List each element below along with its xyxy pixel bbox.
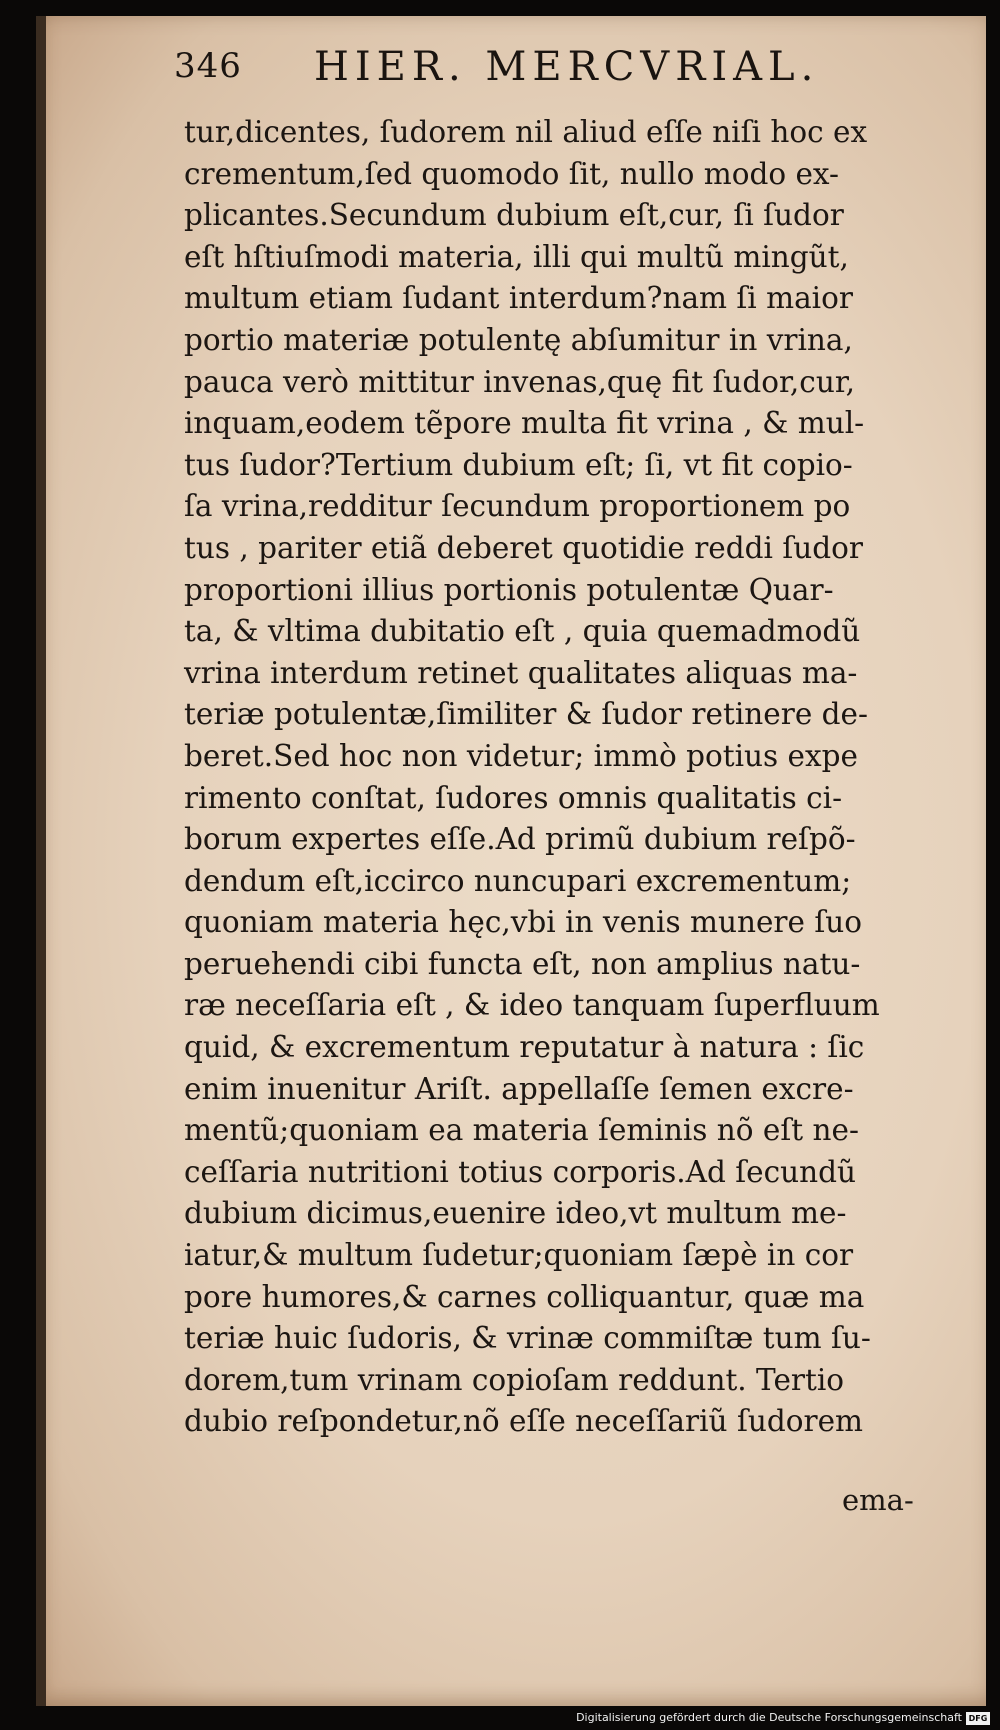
text-line: vrina interdum retinet qualitates aliquas ma- xyxy=(184,655,858,690)
text-line: beret.Sed hoc non videtur; immò potius expe xyxy=(184,738,858,773)
text-line: pauca verò mittitur invenas,quę fit ſudor,cur, xyxy=(184,364,856,399)
text-line: tus , pariter etiã deberet quotidie reddi ſudor xyxy=(184,530,864,565)
text-line: teriæ huic ſudoris, & vrinæ commiſtæ tum ſu- xyxy=(184,1321,871,1356)
text-line: crementum,ſed quomodo ſit, nullo modo ex- xyxy=(184,156,840,191)
dfg-logo-icon: DFG xyxy=(966,1712,990,1725)
catchword: ema- xyxy=(842,1483,914,1517)
text-line: dubio reſpondetur,nõ eſſe neceſſariũ ſudorem xyxy=(184,1404,864,1439)
text-line: dendum eſt,iccirco nuncupari excrementum; xyxy=(184,863,852,898)
text-line: peruehendi cibi functa eſt, non amplius natu- xyxy=(184,946,861,981)
text-line: ta, & vltima dubitatio eſt , quia quemadmodũ xyxy=(184,614,861,649)
text-line: borum expertes eſſe.Ad primũ dubium reſpõ- xyxy=(184,822,856,857)
digitization-footer xyxy=(0,1708,1000,1730)
page-number: 346 xyxy=(174,46,242,86)
running-head: HIER. MERCVRIAL. xyxy=(314,44,820,90)
text-line: ræ neceſſaria eſt , & ideo tanquam ſuperfluum xyxy=(184,988,880,1023)
text-line: teriæ potulentæ,ſimiliter & ſudor retinere de- xyxy=(184,697,868,732)
page-header xyxy=(174,44,824,98)
funding-credit: Digitalisierung gefördert durch die Deutsche Forschungsgemeinschaft xyxy=(576,1711,962,1724)
text-line: multum etiam ſudant interdum?nam ſi maior xyxy=(184,281,853,316)
text-line: tur,dicentes, ſudorem nil aliud eſſe niſi hoc ex xyxy=(184,115,868,149)
text-line: enim inuenitur Ariſt. appellaſſe ſemen excre- xyxy=(184,1071,854,1106)
text-line: dorem,tum vrinam copioſam reddunt. Tertio xyxy=(184,1362,845,1397)
text-line: quid, & excrementum reputatur à natura : ſic xyxy=(184,1030,865,1065)
text-line: plicantes.Secundum dubium eſt,cur, ſi ſudor xyxy=(184,198,844,233)
text-line: eſt hſtiuſmodi materia, illi qui multũ mingũt, xyxy=(184,239,849,274)
text-line: pore humores,& carnes colliquantur, quæ ma xyxy=(184,1279,865,1314)
text-line: inquam,eodem tẽpore multa fit vrina , & mul- xyxy=(184,406,865,441)
text-line: mentũ;quoniam ea materia ſeminis nõ eſt ne- xyxy=(184,1113,859,1148)
text-line: tus ſudor?Tertium dubium eſt; ſi, vt fit copio- xyxy=(184,447,853,482)
text-line: rimento conſtat, ſudores omnis qualitatis ci- xyxy=(184,780,843,815)
text-line: proportioni illius portionis potulentæ Quar- xyxy=(184,572,834,607)
body-text xyxy=(184,112,928,1443)
text-line: dubium dicimus,euenire ideo,vt multum me- xyxy=(184,1196,847,1231)
text-line: quoniam materia hęc,vbi in venis munere ſuo xyxy=(184,905,863,940)
text-line: ſa vrina,redditur ſecundum proportionem po xyxy=(184,489,851,524)
text-line: portio materiæ potulentę abſumitur in vrina, xyxy=(184,322,853,357)
text-line: ceſſaria nutritioni totius corporis.Ad ſecundũ xyxy=(184,1154,857,1189)
scan-edge xyxy=(986,0,1000,1730)
text-line: iatur,& multum ſudetur;quoniam ſæpè in cor xyxy=(184,1238,854,1273)
